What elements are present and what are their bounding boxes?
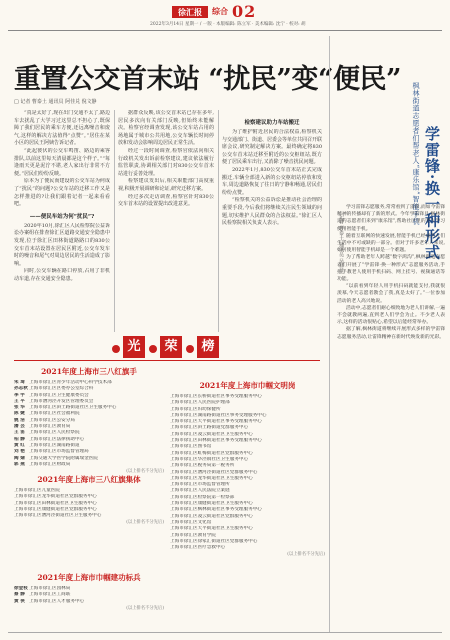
award-note: (以上排名不分先后)	[126, 469, 164, 475]
article-col-3-text	[222, 129, 322, 228]
paragraph: 据了解,枫林街道将继续开展形式多样的学雷锋志愿服务活动,让雷锋精神在新时代焕发新的光彩。	[337, 327, 445, 340]
banner-dot	[149, 345, 157, 353]
awardee-name: 王 平	[14, 398, 25, 404]
awardee-org: 上海市徐汇区龙华街道社区卫生服务中心	[170, 475, 253, 481]
banner-char: 光	[123, 336, 145, 358]
award-title: 2021年度上海市巾帼建功标兵	[37, 573, 141, 582]
headline: 重置公交首末站 “扰民”变“便民”	[14, 64, 402, 95]
article-subhead-2: 检察建议助力车站搬迁	[244, 120, 300, 126]
award-list	[170, 394, 325, 551]
awardee-name: 陈 婕	[14, 411, 25, 417]
awardee-org: 上海市徐汇区斜土路街道党群服务中心	[170, 425, 249, 431]
article-col-2	[118, 110, 214, 335]
page-number: 02	[232, 2, 257, 21]
feature-title: 学雷锋·换一种形式	[423, 126, 441, 261]
banner-dot	[112, 345, 120, 353]
awardee-org: 上海市徐汇区医疗急救中心	[170, 545, 226, 551]
award-title: 2021年度上海市巾帼文明岗	[199, 381, 296, 390]
awardee-org: 上海市徐汇区区委办公室综合科	[29, 386, 94, 392]
awardee-org: 上海市徐汇区康健街道社区党群服务中心	[14, 506, 97, 512]
awardee-name: 张 华	[14, 405, 25, 411]
awardee-name: 黄 侠	[14, 598, 25, 604]
paragraph: “以前看到年轻人用手机扫码就能支付,我就很羡慕,今天志愿者教会了我,真是太好了。”一位参加活动的老人高兴地说。	[337, 284, 445, 304]
awardee-name: 徐金枝	[14, 586, 28, 591]
award-title: 2021年度上海市三八红旗集体	[37, 475, 141, 484]
column-divider	[114, 110, 115, 332]
awardee-org: 上海市徐汇区人民医院护理部	[170, 400, 230, 406]
awardee-org: 上海市徐汇区湖南路街道	[29, 442, 80, 448]
paragraph: “此起彼伏的公交车鸣笛、路边的乘客排队,以前这里每天清晨都是这个样子。”“每逢雨天更是泥泞不堪,老人家出行非常不方便。”居民们纷纷反映。	[14, 147, 110, 177]
awardee-org: 上海市徐汇区市场监督管理所	[170, 482, 230, 488]
award-group	[14, 572, 164, 611]
awardee-org: 上海市徐汇区公安分局	[29, 417, 75, 423]
honor-banner	[112, 336, 222, 362]
awardee-org: 上海市徐汇区枫林街道社区事务受理服务中心	[170, 507, 262, 513]
awardee-org: 上海市徐汇区检察院第一检察部	[170, 494, 235, 500]
awardee-name: 黄 红	[14, 442, 25, 448]
awardee-org: 上海市徐汇区人民检察院	[29, 430, 80, 436]
award-group	[14, 474, 164, 525]
awardee-name: 李 宇	[14, 392, 25, 398]
awardee-org: 上海市徐汇区法律援助中心	[29, 436, 85, 442]
top-divider	[8, 30, 442, 31]
awardee-org: 上海市徐汇区康健街道社区卫生服务中心	[170, 501, 253, 507]
paragraph: 2022年1月,830公交车首末站正式完成搬迁,车辆全部进入新的公交枢纽站停放和发车,周边道路恢复了往日的宁静和畅通,居民们纷纷点赞。	[222, 166, 322, 196]
awardee-org: 上海市徐汇区财政局	[29, 461, 71, 467]
awardee-org: 上海市徐汇区长桥街道社区事务受理服务中心	[170, 394, 262, 399]
paragraph: 学习雷锋志愿服务,常常看到了雷锋,而如今雷锋精神的传播却有了新的形式。今年学雷锋月,枫林街道的志愿者们来到“康乐馆”,帮助社区里的老人学习使用智能手机。	[337, 205, 445, 232]
article-subhead-1: ——便民车站为何“扰民”?	[29, 213, 95, 220]
awardee-name: 刘 艳	[14, 449, 25, 455]
awardee-org: 上海市徐汇区华泾镇社区卫生服务中心	[170, 456, 249, 462]
awardee-org: 上海市徐汇区凌云街道社区卫生服务中心	[170, 431, 253, 437]
awardee-name: 柏 静	[14, 436, 25, 442]
article-col-3	[222, 110, 322, 335]
feature-body	[337, 204, 445, 636]
column-divider	[218, 110, 219, 332]
awardee-org: 上海市徐汇区漕河泾街道社区党群服务中心	[170, 469, 258, 475]
awardee-org: 上海市徐汇区青少年活动中心科学技术部	[29, 380, 112, 385]
article-col-1	[14, 110, 110, 335]
award-note: (以上排名不分先后)	[287, 552, 325, 558]
awardee-org: 上海市漕河泾开发区管理委员会	[29, 398, 94, 404]
column-divider	[329, 36, 330, 632]
awardee-org: 上海市徐汇区天平街道社区卫生服务中心	[170, 526, 253, 532]
awardee-org: 上海市徐汇区湖南路街道社区事务受理服务中心	[170, 412, 267, 418]
feature-body-text	[337, 204, 445, 341]
awardee-org: 上海市徐汇区妇幼保健所	[170, 406, 221, 412]
awardee-org: 上海市徐汇区天平街道社区事务受理服务中心	[170, 419, 262, 425]
banner-char: 荣	[160, 336, 182, 358]
awardee-org: 上海市徐汇区文化馆	[170, 519, 212, 525]
awardee-org: 上海市徐汇区工商联	[29, 592, 71, 598]
awardee-org: 上海市徐汇区教育学院	[170, 532, 216, 538]
paragraph: 原本为了便民而建设的公交车站为何成了“扰民”的问题?公交车站的迁移工作又是怎样推进的?让我们跟着记者一起来看看吧。	[14, 178, 110, 208]
feature-subtitle: 枫林街道志愿者们帮老人“康乐馆”智能手机	[412, 82, 420, 226]
paragraph: 随着互联网的快速发展,智能手机已经成为人们生活中不可或缺的一部分。但对于许多老年人来说,如何使用智能手机却是一个难题。	[337, 233, 445, 254]
paragraph: 检察建议发出后,相关职能部门高度重视,积极开展调研和论证,研究迁移方案。	[118, 178, 214, 192]
awardee-org: 上海市徐汇区人才服务中心	[29, 598, 85, 604]
awardee-org: 上海市徐汇区田林街道社区事务受理服务中心	[170, 438, 262, 444]
awardee-org: 上海市徐汇区教育局	[29, 424, 71, 430]
paragraph: “真是太好了,现在出门交通不太了,路边车去扰乱了大学习过这里总不担心了,既保障了我们居民的乘车方便,还远离噪音和废气,这样的解决方法值得“点赞”。”居住在某小区的居民王阿姨告诉记者。	[14, 110, 110, 147]
paragraph: 同时,公交车辆在路口停放,占用了非机动车道,存在交通安全隐患。	[14, 268, 110, 282]
awardee-org: 上海市徐汇区园林局	[29, 586, 71, 591]
awardee-name: 潘 芸	[14, 424, 25, 430]
paragraph: 经过一段时间调查,检察官依法向相关行政机关发出诉前检察建议,建议依法履行监管职责,协调相关部门对830公交车首末站进行妥善处理。	[118, 147, 214, 177]
awardee-name: 王 笛	[14, 430, 25, 436]
honor-divider	[14, 360, 320, 361]
date-line: 2022年3月14日 星期一 / 一版 · 本版编辑: 陈立军 · 美术编辑: 沈宁 · 校对: 胡	[150, 22, 306, 27]
awardee-org: 上海市徐汇区市场监督管理局	[29, 449, 89, 455]
awardee-org: 上海市徐汇区徐家汇街道社区党群服务中心	[170, 538, 258, 544]
award-list	[14, 488, 164, 519]
award-group	[170, 380, 325, 557]
awardee-org: 上海交通大学医学院附属瑞金医院	[29, 455, 98, 461]
award-group	[14, 366, 164, 474]
paper-name: 徐汇报	[172, 6, 208, 18]
awardee-org: 上海市徐汇区卫生健康委员会	[29, 392, 89, 398]
award-note: (以上排名不分先后)	[126, 520, 164, 526]
awardee-name: 陶 婧	[14, 455, 25, 461]
paragraph: “检察机关的公益诉讼是推动社会治理的重要手段,今后我们将继续关注民生领域的问题,切实维护人民群众的合法权益。”徐汇区人民检察院相关负责人表示。	[222, 197, 322, 227]
paragraph: 据群众反映,该公交首末站已存在多年,居民多次向有关部门反映,但始终未能解决。检察官经调查发现,该公交车站占用的场地属于城市公共用地,公交车辆长时间停放和发动会影响周边居民正常生活。	[118, 110, 214, 147]
awardee-org: 上海市徐汇区田林街道社区卫生服务中心	[14, 500, 97, 506]
paragraph: 经过多次走访调查,检察官针对830公交车首末站的设置提出改进意见。	[118, 193, 214, 208]
awardee-org: 上海市徐汇区龙华街道社区党群服务中心	[14, 494, 97, 500]
awardee-org: 上海市徐汇区人民法院立案庭	[170, 488, 230, 494]
awardee-org: 上海市徐汇区儿童医院	[14, 488, 60, 493]
paragraph: 活动中,志愿者们耐心细致地为老人们讲解,一遍不会就教两遍,直到老人们学会为止。不少老人表示,这样的活动很贴心,希望以后能经常举办。	[337, 305, 445, 326]
banner-char: 榜	[197, 336, 219, 358]
article-col-1b-text	[14, 223, 110, 284]
awardee-name: 蔡 静	[14, 592, 25, 598]
award-title: 2021年度上海市三八红旗手	[41, 367, 137, 376]
awardee-org: 上海市徐汇区漕河泾街道社区卫生服务中心	[14, 513, 102, 519]
awardee-name: 朱 琦	[14, 380, 25, 385]
awardee-org: 上海市徐汇区虹梅街道社区党群服务中心	[170, 450, 253, 456]
paragraph: 为了维护附近居民的合法权益,检察机关与交通部门、街道、居委会等单位共同召开联席会议,研究制定解决方案。最终确定将830公交车首末站迁移至附近的公交枢纽站,既方便了居民乘车出行,又消除了噪音扰民问题。	[222, 129, 322, 166]
awardee-name: 姚 洁	[14, 417, 25, 423]
awardee-name: 孙志秋	[14, 386, 28, 392]
awardee-org: 上海市徐汇区斜土路街道社区卫生服务中心	[29, 405, 117, 411]
award-list	[14, 380, 164, 468]
banner-dot	[186, 345, 194, 353]
section-name: 综合	[212, 6, 228, 16]
awardee-org: 上海市徐汇区凌云街道社区党群服务中心	[170, 513, 253, 519]
feature-byline: 记者 曹泰土 通讯员 吴佳兑	[338, 214, 344, 274]
footer-divider	[8, 632, 442, 633]
paragraph: 为了帮助老年人跨越“数字鸿沟”,枫林街道志愿者们开展了“学雷锋·换一种形式”志愿服务活动,手把手教老人使用手机扫码、网上挂号、视频通话等功能。	[337, 255, 445, 283]
awardee-org: 上海市徐汇区税务局第一税务所	[170, 463, 235, 469]
award-note: (以上排名不分先后)	[126, 605, 164, 611]
article-col-2-text	[118, 110, 214, 209]
paragraph: 2020年10月,徐汇区人民检察院公益诉讼办案组在排查徐汇区道路交通安全隐患中发现,位于徐汇区田林街道路路口的830公交车首末站设置在居民区附近,公交车发车时的噪音和尾气对周边居民的生活造成了影响。	[14, 222, 110, 267]
byline: □ 记者 曹泰土 通讯员 阿佳兑 倪文静	[14, 99, 97, 105]
awardee-org: 上海市徐汇区图书馆	[170, 444, 212, 450]
award-list	[14, 586, 164, 605]
awardee-name: 郭 燕	[14, 461, 25, 467]
awardee-org: 上海市徐汇区社会福利院	[29, 411, 80, 417]
article-col-1-text	[14, 110, 110, 209]
